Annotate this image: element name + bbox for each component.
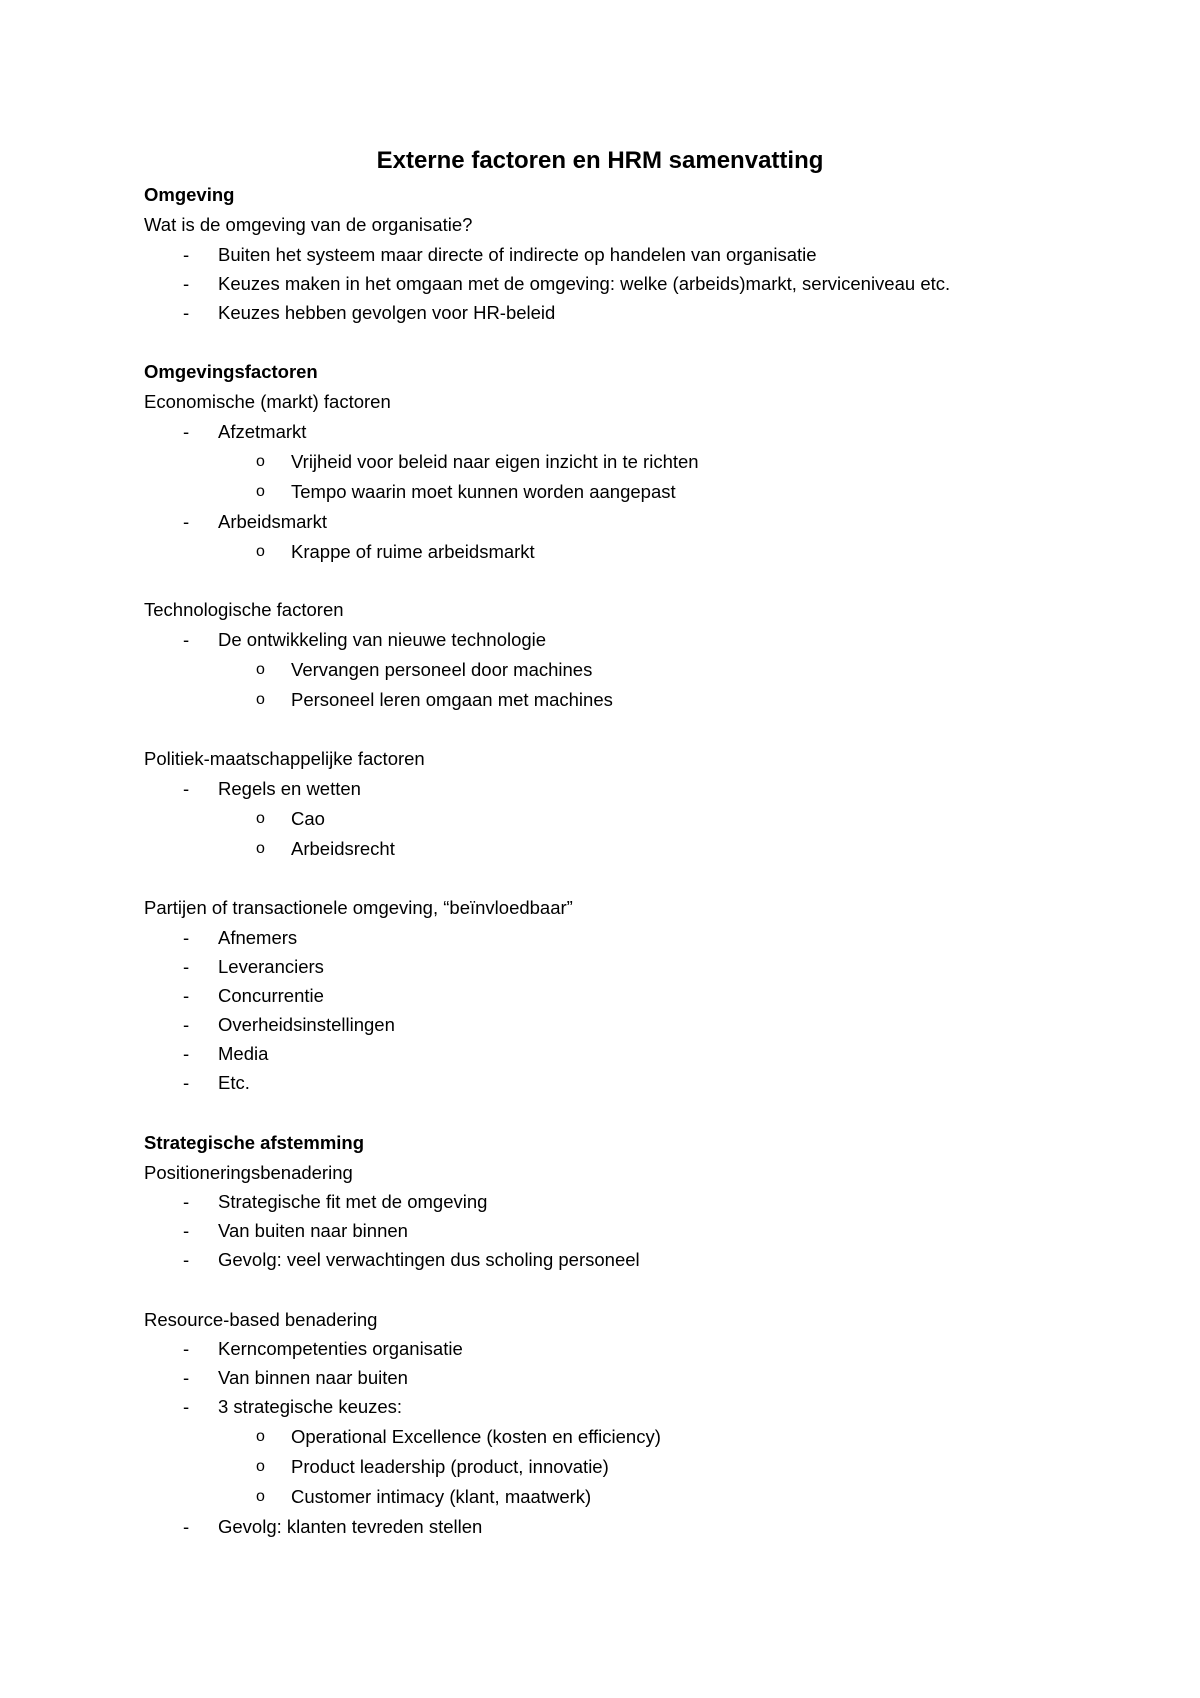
list-item: Van binnen naar buiten [218,1367,408,1388]
section-heading-omgeving: Omgeving [144,184,235,205]
circle-bullet: o [256,1428,265,1445]
sub-list-item: Product leadership (product, innovatie) [291,1456,609,1477]
subsection-label-economisch: Economische (markt) factoren [144,391,391,412]
list-item: Overheidsinstellingen [218,1014,395,1035]
list-item: Van buiten naar binnen [218,1220,408,1241]
dash-bullet: - [183,956,190,977]
list-item: Etc. [218,1072,250,1093]
list-item: Media [218,1043,269,1064]
list-item: Keuzes maken in het omgaan met de omgeving: welke (arbeids)markt, serviceniveau etc. [218,273,951,294]
dash-bullet: - [183,1072,190,1093]
dash-bullet: - [183,511,190,532]
circle-bullet: o [256,661,265,678]
dash-bullet: - [183,778,190,799]
dash-bullet: - [183,244,190,265]
sub-list-item: Customer intimacy (klant, maatwerk) [291,1486,592,1507]
subsection-label-technologisch: Technologische factoren [144,599,344,620]
circle-bullet: o [256,691,265,708]
list-item: 3 strategische keuzes: [218,1396,403,1417]
dash-bullet: - [183,302,190,323]
dash-bullet: - [183,1367,190,1388]
list-item: Keuzes hebben gevolgen voor HR-beleid [218,302,556,323]
section-heading-strategisch: Strategische afstemming [144,1132,365,1153]
list-item: Gevolg: veel verwachtingen dus scholing personeel [218,1249,640,1270]
dash-bullet: - [183,1249,190,1270]
list-item: Afzetmarkt [218,421,307,442]
list-item: Leveranciers [218,956,324,977]
list-item: Strategische fit met de omgeving [218,1191,488,1212]
subsection-label-positionering: Positioneringsbenadering [144,1162,353,1183]
dash-bullet: - [183,1516,190,1537]
dash-bullet: - [183,1043,190,1064]
dash-bullet: - [183,1220,190,1241]
sub-list-item: Vrijheid voor beleid naar eigen inzicht in te richten [291,451,699,472]
sub-list-item: Personeel leren omgaan met machines [291,689,613,710]
dash-bullet: - [183,1191,190,1212]
section-heading-omgevingsfactoren: Omgevingsfactoren [144,361,318,382]
subsection-label-politiek: Politiek-maatschappelijke factoren [144,748,425,769]
list-item: Regels en wetten [218,778,361,799]
dash-bullet: - [183,273,190,294]
circle-bullet: o [256,483,265,500]
dash-bullet: - [183,927,190,948]
list-item: Afnemers [218,927,298,948]
subsection-label-partijen: Partijen of transactionele omgeving, “beïnvloedbaar” [144,897,573,918]
document-title: Externe factoren en HRM samenvatting [376,147,824,174]
dash-bullet: - [183,421,190,442]
circle-bullet: o [256,810,265,827]
omgeving-question: Wat is de omgeving van de organisatie? [144,214,473,235]
list-item: De ontwikkeling van nieuwe technologie [218,629,547,650]
dash-bullet: - [183,1396,190,1417]
dash-bullet: - [183,985,190,1006]
circle-bullet: o [256,1458,265,1475]
list-item: Gevolg: klanten tevreden stellen [218,1516,483,1537]
sub-list-item: Operational Excellence (kosten en efficiency) [291,1426,661,1447]
dash-bullet: - [183,629,190,650]
circle-bullet: o [256,453,265,470]
sub-list-item: Arbeidsrecht [291,838,395,859]
list-item: Arbeidsmarkt [218,511,327,532]
sub-list-item: Vervangen personeel door machines [291,659,593,680]
list-item: Buiten het systeem maar directe of indirecte op handelen van organisatie [218,244,817,265]
sub-list-item: Cao [291,808,325,829]
circle-bullet: o [256,1488,265,1505]
circle-bullet: o [256,543,265,560]
circle-bullet: o [256,840,265,857]
dash-bullet: - [183,1014,190,1035]
sub-list-item: Tempo waarin moet kunnen worden aangepast [291,481,676,502]
list-item: Concurrentie [218,985,324,1006]
sub-list-item: Krappe of ruime arbeidsmarkt [291,541,535,562]
list-item: Kerncompetenties organisatie [218,1338,463,1359]
dash-bullet: - [183,1338,190,1359]
subsection-label-resource: Resource-based benadering [144,1309,378,1330]
